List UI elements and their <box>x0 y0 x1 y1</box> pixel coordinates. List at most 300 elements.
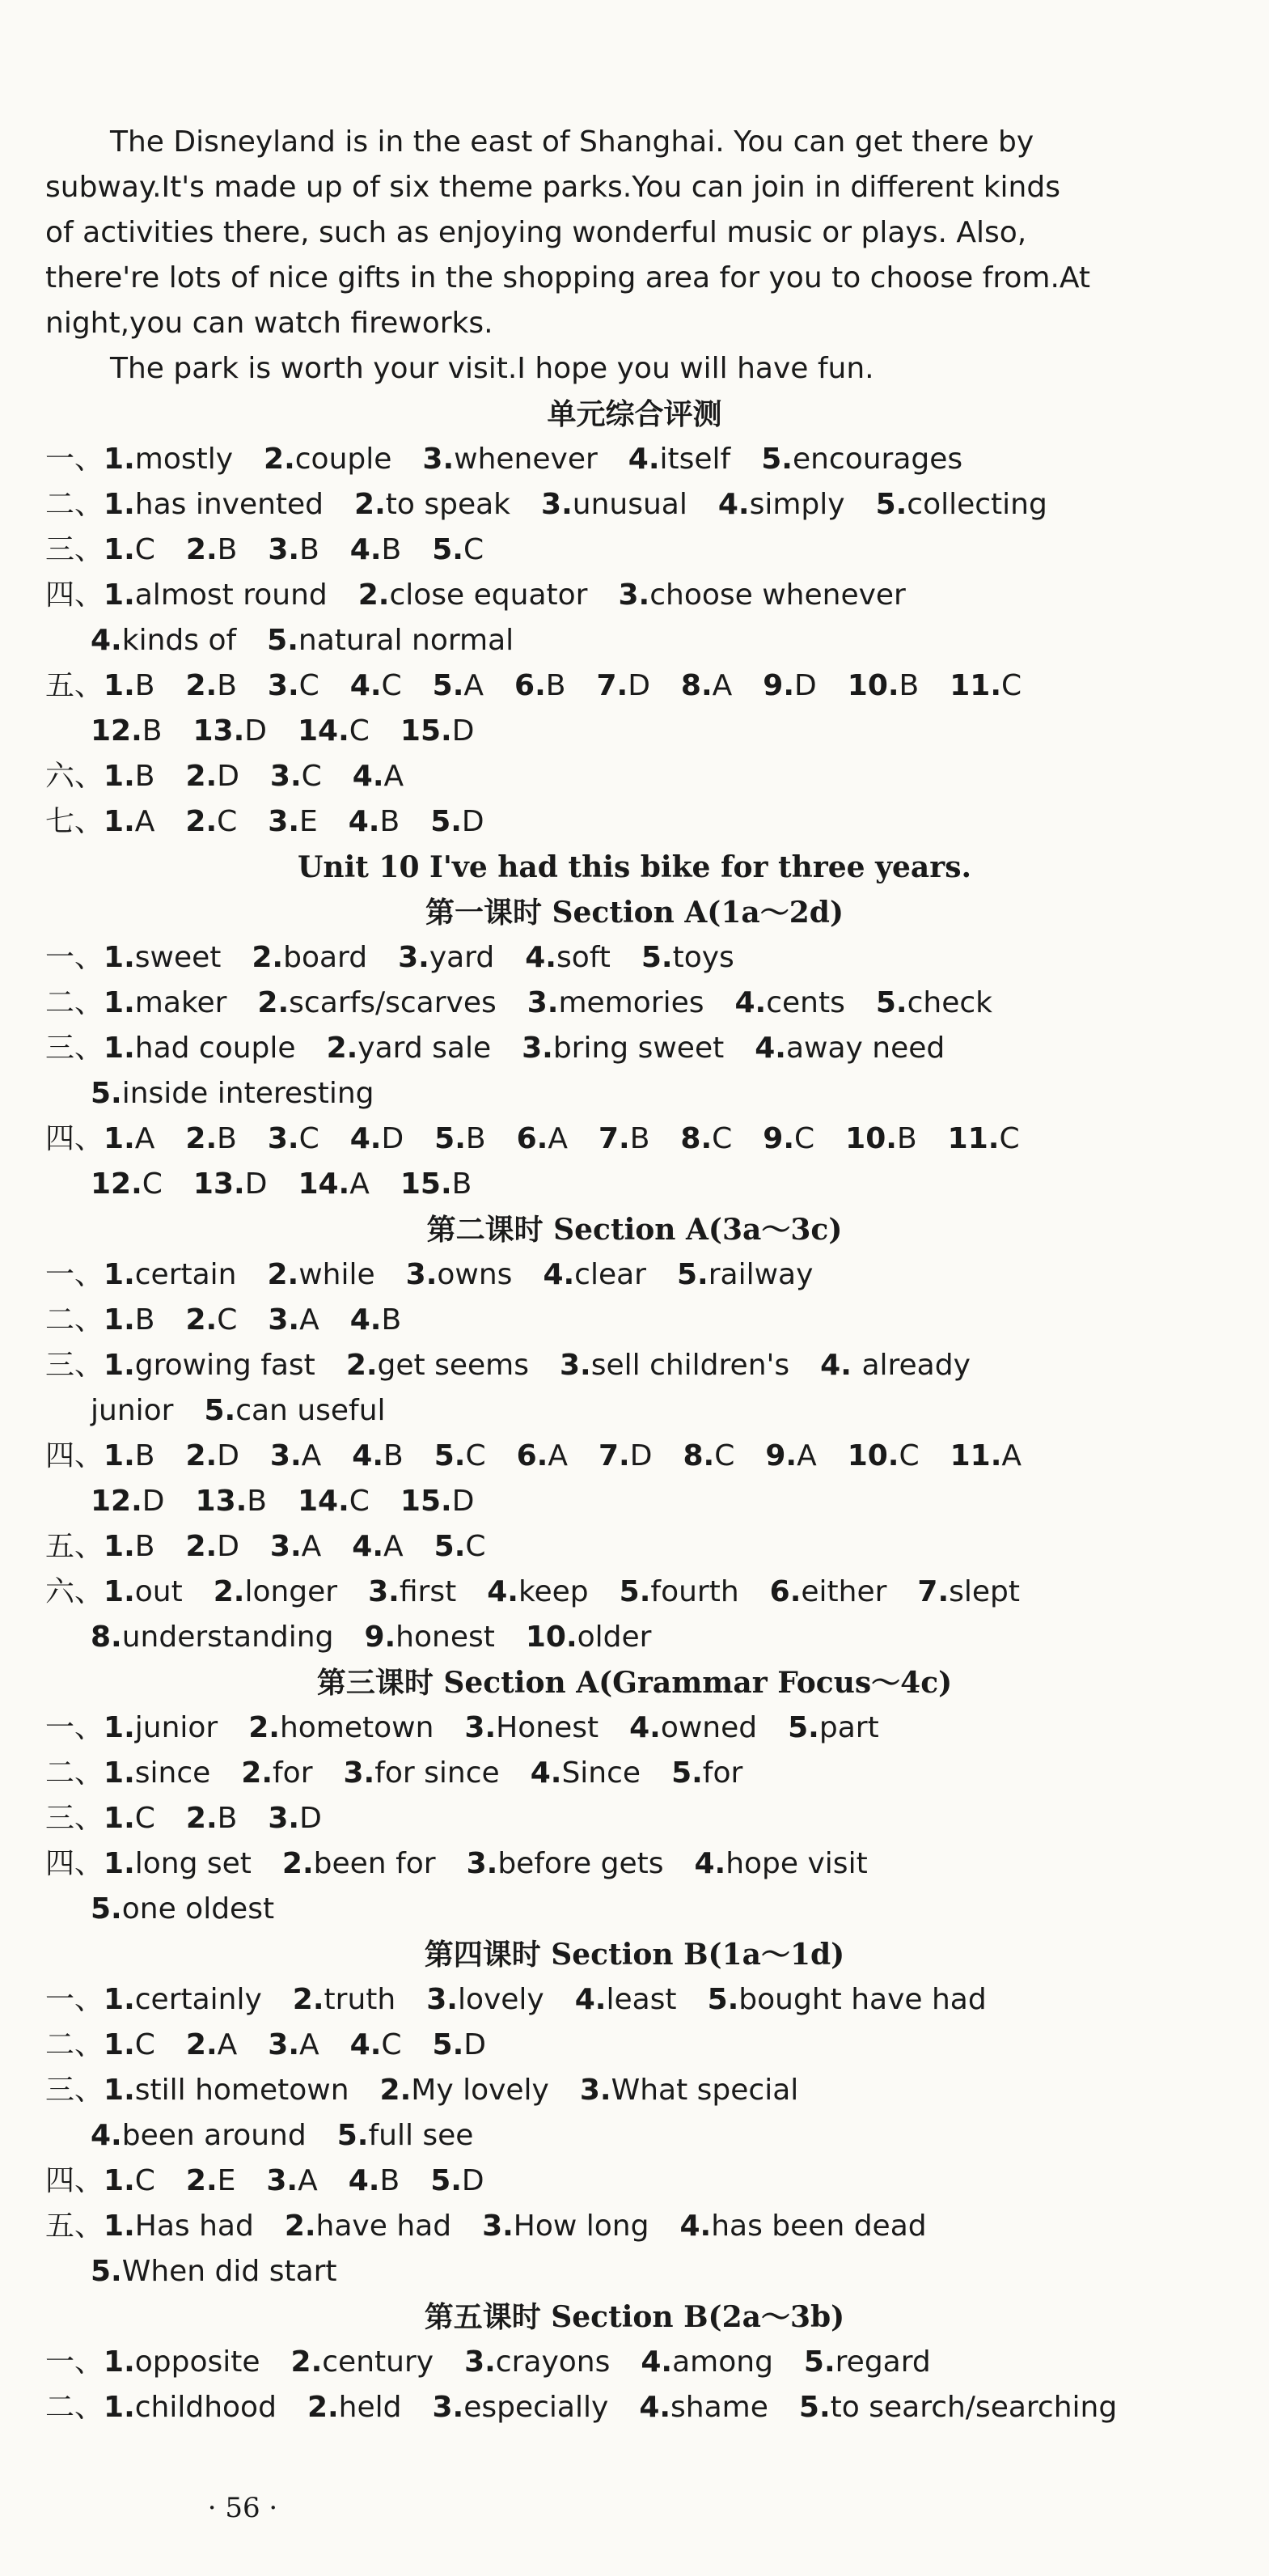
answer-item <box>214 1575 337 1608</box>
answer-number: 15. <box>400 1485 452 1518</box>
answer-item <box>185 760 239 793</box>
answer-number: 9. <box>364 1621 396 1654</box>
answer-text: one oldest <box>121 1892 275 1926</box>
answer-item <box>433 669 484 702</box>
answer-text: A <box>299 1303 319 1337</box>
answer-number: 4. <box>639 2391 671 2424</box>
question-group-prefix: 一、 <box>45 2345 104 2379</box>
answer-item <box>618 578 905 612</box>
answer-text: D <box>217 760 239 793</box>
answer-text: couple <box>294 443 392 476</box>
answer-item <box>950 1439 1022 1472</box>
answer-line <box>91 1388 1237 1434</box>
answer-number: 4. <box>574 1983 607 2016</box>
answer-number: 2. <box>281 1847 314 1880</box>
answer-item <box>185 805 237 838</box>
answer-number: 1. <box>104 578 135 612</box>
answer-number: 5. <box>267 624 298 657</box>
answer-text: C <box>465 1439 486 1472</box>
answer-line <box>45 1116 1237 1162</box>
lesson-heading: 第二课时 Section A(3a～3c) <box>426 1213 843 1247</box>
answer-text: A <box>548 1122 568 1155</box>
answer-item <box>788 1711 879 1744</box>
answer-text: My lovely <box>411 2074 549 2107</box>
answer-item <box>268 1303 319 1337</box>
answer-text: unusual <box>572 488 687 521</box>
answer-number: 14. <box>298 1167 350 1201</box>
question-group-prefix: 六、 <box>45 1575 104 1608</box>
answer-text: whenever <box>454 443 598 476</box>
answer-text: keep <box>518 1575 589 1608</box>
answer-item <box>104 1258 236 1291</box>
answer-line <box>91 1615 1237 1660</box>
question-group-prefix: 二、 <box>45 1303 104 1337</box>
answer-number: 1. <box>104 533 135 566</box>
intro-line: The park is worth your visit.I hope you will have fun. <box>110 352 874 385</box>
answer-text: itself <box>659 443 731 476</box>
answer-line <box>45 437 1237 482</box>
answer-text: Has had <box>134 2210 254 2243</box>
answer-number: 1. <box>104 443 135 476</box>
answer-text: D <box>461 805 484 838</box>
answer-text: Honest <box>496 1711 599 1744</box>
answer-item <box>620 1575 739 1608</box>
answer-text: C <box>217 805 238 838</box>
answer-number: 9. <box>763 669 795 702</box>
answer-item <box>464 2345 610 2379</box>
answer-item <box>91 1394 173 1427</box>
question-group-prefix: 一、 <box>45 1711 104 1744</box>
answer-number: 1. <box>104 1711 135 1744</box>
answer-number: 6. <box>516 1439 548 1472</box>
answer-line <box>45 754 1237 799</box>
answer-number: 2. <box>345 1349 378 1382</box>
answer-item <box>104 986 226 1019</box>
answer-item <box>718 488 845 521</box>
answer-item <box>104 2345 260 2379</box>
answer-item <box>241 1756 312 1790</box>
answer-number: 1. <box>104 1303 135 1337</box>
answer-number: 5. <box>432 2028 464 2061</box>
answer-item <box>185 669 236 702</box>
question-group-prefix: 四、 <box>45 578 104 612</box>
answer-text: D <box>217 1530 239 1563</box>
answer-number: 1. <box>104 1575 135 1608</box>
answer-text: hope visit <box>725 1847 868 1880</box>
answer-text: C <box>463 533 484 566</box>
answer-number: 3. <box>368 1575 400 1608</box>
answer-number: 1. <box>104 805 135 838</box>
answer-text: A <box>548 1439 568 1472</box>
answer-line <box>45 1751 1237 1796</box>
answer-text: inside interesting <box>121 1077 374 1110</box>
answer-text: D <box>299 1802 322 1835</box>
answer-number: 7. <box>598 1439 630 1472</box>
answer-number: 6. <box>514 669 546 702</box>
answer-item <box>349 2164 400 2197</box>
answer-item <box>422 443 597 476</box>
answer-line <box>45 935 1237 981</box>
question-group-prefix: 一、 <box>45 1983 104 2016</box>
question-group-prefix: 一、 <box>45 443 104 476</box>
answer-text: for <box>702 1756 743 1790</box>
answer-text: held <box>338 2391 402 2424</box>
answer-text: A <box>383 1530 404 1563</box>
answer-number: 7. <box>917 1575 950 1608</box>
answer-text: while <box>298 1258 375 1291</box>
answer-text: C <box>298 669 319 702</box>
answer-text: natural normal <box>298 624 514 657</box>
answer-item <box>430 805 484 838</box>
answer-item <box>467 1847 664 1880</box>
answer-number: 1. <box>104 986 135 1019</box>
answer-item <box>848 1439 920 1472</box>
answer-text: been for <box>313 1847 436 1880</box>
answer-text: clear <box>574 1258 646 1291</box>
answer-item <box>91 1892 274 1926</box>
answer-text: B <box>379 2164 400 2197</box>
answer-text: junior <box>134 1711 218 1744</box>
question-group-prefix: 四、 <box>45 1439 104 1472</box>
answer-text: C <box>381 2028 402 2061</box>
answer-item <box>400 1485 475 1518</box>
answer-text: owned <box>660 1711 758 1744</box>
answer-item <box>104 2164 155 2197</box>
answer-number: 2. <box>257 986 290 1019</box>
answer-number: 5. <box>91 2255 122 2288</box>
answer-item <box>599 1439 652 1472</box>
answer-text: opposite <box>134 2345 260 2379</box>
answer-number: 3. <box>269 1439 302 1472</box>
answer-text: D <box>244 1167 268 1201</box>
answer-item <box>204 1394 385 1427</box>
answer-text: hometown <box>279 1711 434 1744</box>
answer-line <box>45 2023 1237 2068</box>
answer-line <box>91 1887 1237 1932</box>
answer-number: 2. <box>185 1303 218 1337</box>
answer-item <box>291 2345 434 2379</box>
answer-line <box>45 1524 1237 1570</box>
answer-number: 1. <box>104 2028 135 2061</box>
answer-item <box>91 714 162 748</box>
answer-item <box>426 1983 544 2016</box>
answer-text: junior <box>91 1394 174 1427</box>
answer-text: B <box>299 533 319 566</box>
answer-text: E <box>217 2164 236 2197</box>
answer-item <box>248 1711 434 1744</box>
answer-item <box>186 2028 237 2061</box>
answer-number: 1. <box>104 941 135 974</box>
answer-number: 8. <box>683 1439 715 1472</box>
answer-line <box>45 2068 1237 2113</box>
answer-item <box>349 805 400 838</box>
answer-line <box>45 1796 1237 1841</box>
answer-item <box>104 1530 154 1563</box>
answer-item <box>917 1575 1020 1608</box>
answer-item <box>517 1122 568 1155</box>
answer-number: 2. <box>379 2074 412 2107</box>
answer-item <box>770 1575 887 1608</box>
answer-item <box>298 1167 369 1201</box>
answer-item <box>680 1122 732 1155</box>
answer-text: B <box>545 669 566 702</box>
answer-item <box>433 2028 486 2061</box>
answer-text: B <box>629 1122 650 1155</box>
answer-line <box>91 1071 1237 1116</box>
answer-text: B <box>381 533 402 566</box>
answer-item <box>671 1756 742 1790</box>
answer-number: 3. <box>267 669 299 702</box>
answer-text: had couple <box>134 1032 296 1065</box>
answer-item <box>91 1621 333 1654</box>
answer-item <box>337 2119 474 2152</box>
answer-number: 5. <box>336 2119 369 2152</box>
answer-number: 12. <box>91 1485 142 1518</box>
answer-item <box>104 533 155 566</box>
answer-item <box>327 1032 492 1065</box>
answer-text: railway <box>708 1258 814 1291</box>
question-group-prefix: 五、 <box>45 1530 104 1563</box>
answer-text: A <box>298 2164 318 2197</box>
answer-text: since <box>134 1756 211 1790</box>
answer-number: 15. <box>400 1167 452 1201</box>
question-group-prefix: 四、 <box>45 1122 104 1155</box>
answer-number: 14. <box>298 714 349 748</box>
answer-text: C <box>714 1439 735 1472</box>
answer-number: 2. <box>185 805 218 838</box>
answer-text: long set <box>134 1847 252 1880</box>
answer-item <box>293 1983 396 2016</box>
answer-text: shame <box>670 2391 768 2424</box>
answer-item <box>628 443 730 476</box>
answer-text: crayons <box>495 2345 611 2379</box>
answer-number: 4. <box>530 1756 562 1790</box>
answer-number: 4. <box>348 2164 380 2197</box>
answer-number: 2. <box>252 941 284 974</box>
answer-text: A <box>301 1439 322 1472</box>
answer-item <box>270 1439 321 1472</box>
answer-text: B <box>217 1122 237 1155</box>
answer-text: for since <box>374 1756 500 1790</box>
answer-item <box>104 1303 154 1337</box>
answer-text: has been dead <box>711 2210 927 2243</box>
question-group-prefix: 二、 <box>45 2391 104 2424</box>
answer-item <box>104 1575 183 1608</box>
answer-number: 1. <box>104 2391 135 2424</box>
answer-item <box>346 1349 529 1382</box>
answer-line <box>45 2385 1237 2430</box>
answer-item <box>948 1122 1020 1155</box>
answer-number: 5. <box>671 1756 703 1790</box>
answer-text: C <box>899 1439 920 1472</box>
answer-number: 4. <box>91 624 122 657</box>
answer-item <box>91 2119 307 2152</box>
answer-number: 11. <box>947 1122 1000 1155</box>
question-group-prefix: 六、 <box>45 760 104 793</box>
answer-line <box>91 2113 1237 2159</box>
answer-text: D <box>628 669 650 702</box>
answer-text: E <box>299 805 318 838</box>
answer-text: Since <box>561 1756 641 1790</box>
answer-text: almost round <box>134 578 328 612</box>
answer-number: 1. <box>104 1258 135 1291</box>
answer-number: 2. <box>326 1032 358 1065</box>
answer-number: 5. <box>803 2345 835 2379</box>
answer-number: 13. <box>192 1167 245 1201</box>
answer-number: 5. <box>761 443 793 476</box>
answer-text: maker <box>134 986 227 1019</box>
lesson-heading: 第一课时 Section A(1a～2d) <box>425 896 844 930</box>
answer-number: 3. <box>422 443 455 476</box>
answer-text: already <box>861 1349 971 1382</box>
answer-number: 3. <box>527 986 559 1019</box>
answer-line <box>45 2159 1237 2204</box>
answer-item <box>358 578 588 612</box>
answer-number: 11. <box>950 669 1002 702</box>
question-group-prefix: 四、 <box>45 2164 104 2197</box>
answer-item <box>350 1303 401 1337</box>
answer-text: B <box>896 1122 917 1155</box>
answer-number: 4. <box>820 1349 862 1382</box>
answer-number: 3. <box>405 1258 438 1291</box>
answer-text: have had <box>315 2210 452 2243</box>
answer-text: A <box>712 669 733 702</box>
answer-text: away need <box>785 1032 945 1065</box>
answer-text: close equator <box>389 578 588 612</box>
answer-item <box>434 1439 486 1472</box>
answer-text: B <box>381 1303 402 1337</box>
answer-number: 5. <box>434 1439 466 1472</box>
answer-number: 4. <box>352 760 384 793</box>
answer-text: check <box>907 986 993 1019</box>
answer-number: 4. <box>487 1575 518 1608</box>
answer-line <box>45 2340 1237 2385</box>
answer-item <box>344 1756 500 1790</box>
answer-item <box>268 2028 319 2061</box>
answer-item <box>464 1711 599 1744</box>
answer-text: can useful <box>235 1394 386 1427</box>
answer-number: 1. <box>104 1756 135 1790</box>
answer-number: 12. <box>91 1167 142 1201</box>
answer-text: B <box>383 1439 404 1472</box>
answer-text: C <box>712 1122 733 1155</box>
answer-text: B <box>142 714 163 748</box>
lesson-heading: 第五课时 Section B(2a～3b) <box>424 2300 845 2334</box>
answer-number: 4. <box>91 2119 122 2152</box>
answer-item <box>525 941 611 974</box>
answer-text: B <box>217 533 238 566</box>
answer-number: 3. <box>426 1983 458 2016</box>
answer-text: B <box>899 669 920 702</box>
answer-number: 5. <box>91 1892 122 1926</box>
answer-item <box>575 1983 677 2016</box>
answer-text: certainly <box>134 1983 262 2016</box>
question-group-prefix: 三、 <box>45 2074 104 2107</box>
answer-text: C <box>142 1167 163 1201</box>
answer-item <box>91 624 236 657</box>
answer-number: 3. <box>464 1711 497 1744</box>
answer-number: 4. <box>352 1439 384 1472</box>
answer-number: 5. <box>641 941 673 974</box>
answer-item <box>679 2210 926 2243</box>
answer-number: 2. <box>292 1983 324 2016</box>
answer-item <box>804 2345 931 2379</box>
answer-item <box>104 2210 254 2243</box>
answer-text: least <box>606 1983 677 2016</box>
answer-text: C <box>301 760 322 793</box>
answer-item <box>104 1439 154 1472</box>
answer-item <box>186 1802 237 1835</box>
answer-number: 2. <box>284 2210 316 2243</box>
answer-number: 4. <box>628 443 660 476</box>
answer-text: D <box>244 714 267 748</box>
answer-item <box>282 1847 436 1880</box>
answer-number: 2. <box>185 669 218 702</box>
answer-item <box>354 488 510 521</box>
answer-number: 2. <box>185 533 218 566</box>
answer-item <box>104 941 221 974</box>
answer-text: C <box>349 714 370 748</box>
answer-number: 1. <box>104 1439 135 1472</box>
answer-text: bring sweet <box>552 1032 725 1065</box>
answer-item <box>104 805 154 838</box>
answer-item <box>683 1439 734 1472</box>
answer-number: 3. <box>268 533 300 566</box>
answer-number: 2. <box>185 760 218 793</box>
answer-text: childhood <box>134 2391 277 2424</box>
answer-item <box>848 669 919 702</box>
answer-text: out <box>134 1575 183 1608</box>
answer-item <box>104 1711 218 1744</box>
answer-item <box>580 2074 798 2107</box>
answer-text: B <box>217 1802 238 1835</box>
answer-number: 3. <box>522 1032 553 1065</box>
answer-number: 1. <box>104 1847 135 1880</box>
answer-text: D <box>629 1439 653 1472</box>
answer-text: A <box>463 669 484 702</box>
question-group-prefix: 一、 <box>45 941 104 974</box>
answer-line <box>45 799 1237 845</box>
answer-number: 5. <box>204 1394 236 1427</box>
answer-line <box>45 1252 1237 1298</box>
answer-item <box>541 488 687 521</box>
answer-text: scarfs/scarves <box>289 986 497 1019</box>
answer-number: 5. <box>798 2391 831 2424</box>
answer-number: 1. <box>104 488 135 521</box>
answer-text: among <box>672 2345 773 2379</box>
answer-text: B <box>465 1122 486 1155</box>
answer-item <box>91 1167 163 1201</box>
answer-item <box>268 533 319 566</box>
answer-number: 1. <box>104 1349 135 1382</box>
answer-item <box>185 1530 239 1563</box>
answer-text: B <box>451 1167 472 1201</box>
answer-number: 9. <box>763 1122 795 1155</box>
answer-number: 5. <box>434 1530 466 1563</box>
answer-item <box>433 2391 609 2424</box>
answer-item <box>400 1167 472 1201</box>
answer-text: B <box>379 805 400 838</box>
answer-line <box>45 1841 1237 1887</box>
answer-item <box>104 2074 349 2107</box>
answer-text: C <box>465 1530 486 1563</box>
answer-text: D <box>217 1439 239 1472</box>
answer-number: 2. <box>354 488 386 521</box>
answer-item <box>352 1530 403 1563</box>
answer-text: longer <box>244 1575 338 1608</box>
question-group-prefix: 三、 <box>45 1349 104 1382</box>
answer-number: 6. <box>769 1575 802 1608</box>
